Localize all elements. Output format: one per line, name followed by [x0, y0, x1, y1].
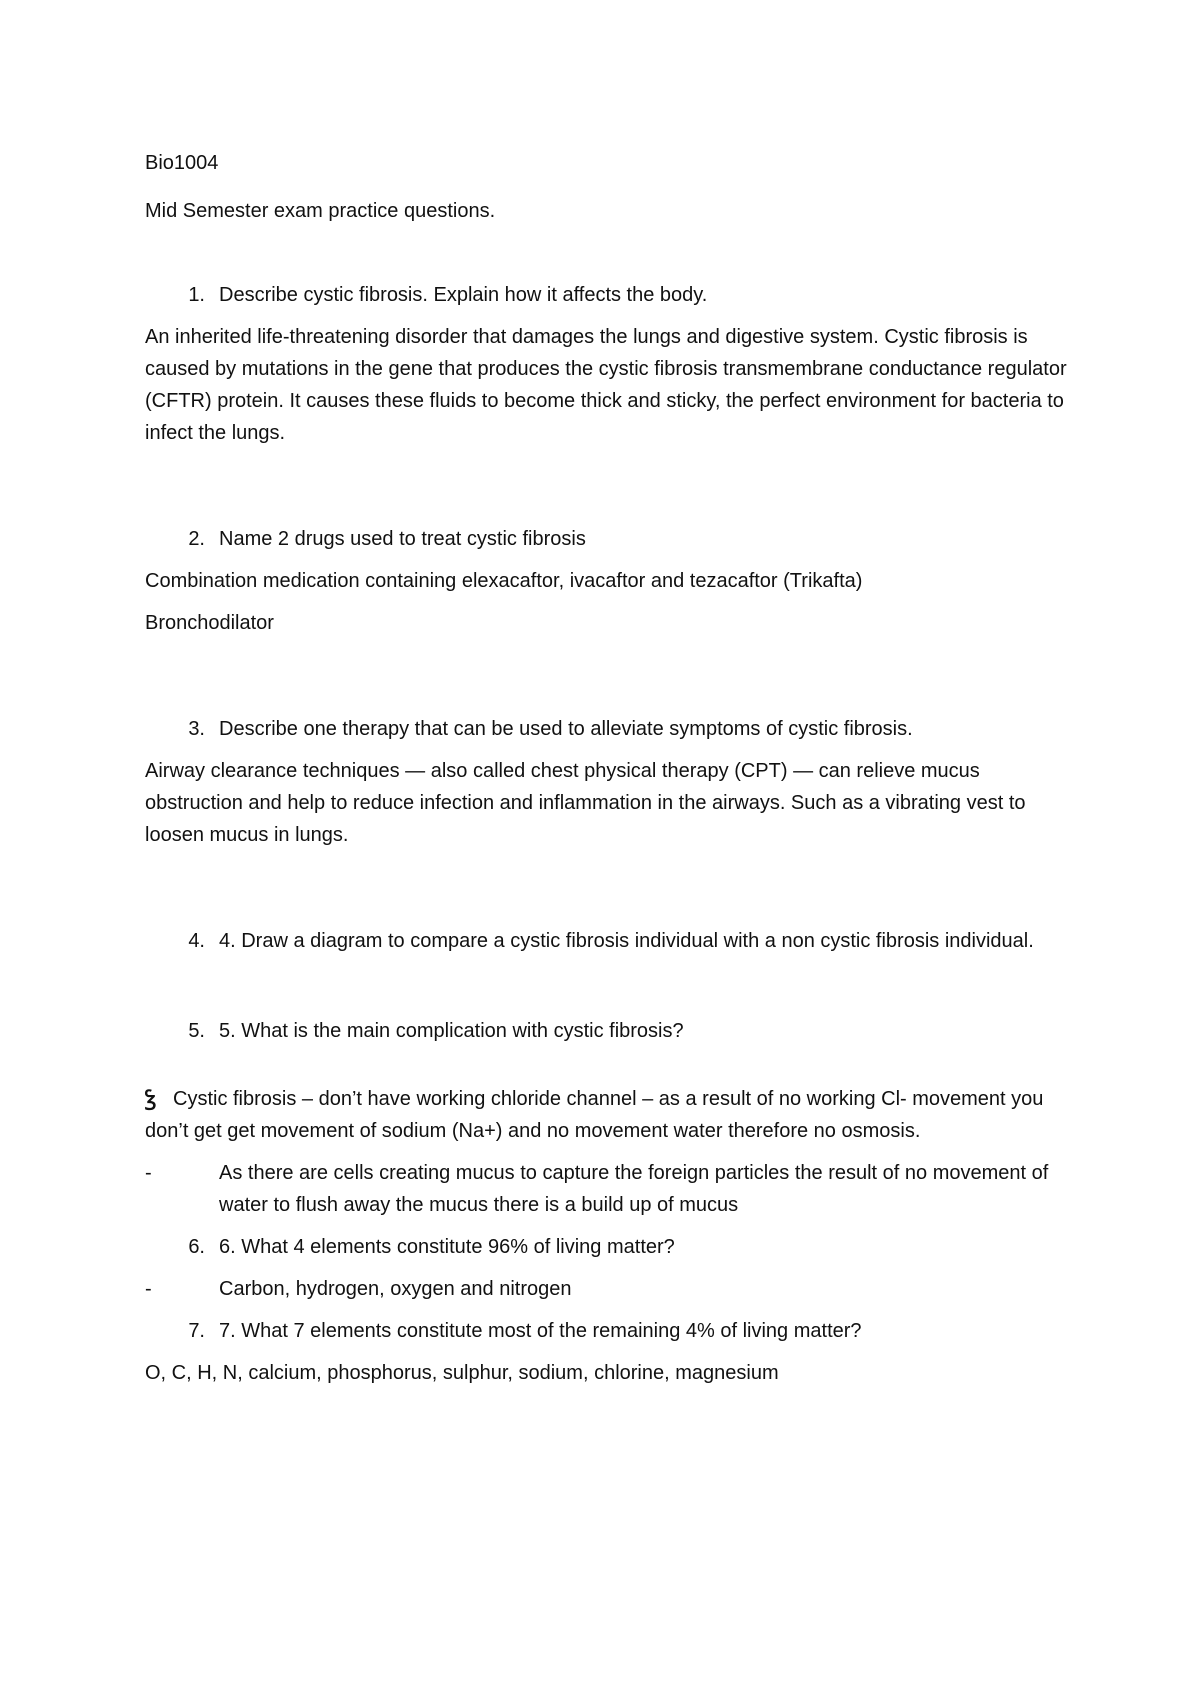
symbol-bullet-icon: Ꝣ	[145, 1088, 156, 1110]
question-number: 1.	[188, 284, 205, 306]
question-4	[145, 925, 1075, 957]
question-number: 2.	[188, 528, 205, 550]
answer-3: Airway clearance techniques — also called chest physical therapy (CPT) — can relieve mucus obstruction and help to reduce infection and inflammation in the airways. Such as a vibrating vest to loosen mucus in lungs.	[145, 760, 1026, 846]
answer-2-line-1: Combination medication containing elexacaftor, ivacaftor and tezacaftor (Trikafta)	[145, 570, 863, 592]
question-2	[145, 523, 1075, 555]
dash-text: Carbon, hydrogen, oxygen and nitrogen	[219, 1278, 572, 1300]
question-number: 4.	[188, 930, 205, 952]
answer-6-dash-item	[145, 1273, 1075, 1305]
question-text: 4. Draw a diagram to compare a cystic fibrosis individual with a non cystic fibrosis individual.	[219, 930, 1034, 952]
question-text: Describe one therapy that can be used to alleviate symptoms of cystic fibrosis.	[219, 718, 913, 740]
dash-marker: -	[145, 1162, 152, 1184]
question-text: 7. What 7 elements constitute most of the remaining 4% of living matter?	[219, 1320, 862, 1342]
answer-7: O, C, H, N, calcium, phosphorus, sulphur, sodium, chlorine, magnesium	[145, 1362, 779, 1384]
question-text: Name 2 drugs used to treat cystic fibrosis	[219, 528, 586, 550]
question-text: 6. What 4 elements constitute 96% of living matter?	[219, 1236, 675, 1258]
answer-5-note	[145, 1083, 1075, 1147]
answer-1: An inherited life-threatening disorder that damages the lungs and digestive system. Cystic fibrosis is caused by mutations in the gene that produces the cystic fibrosis transmembrane conductance regulator (CFTR) protein. It causes these fluids to become thick and sticky, the perfect environment for bacteria to infect the lungs.	[145, 326, 1067, 444]
question-3	[145, 713, 1075, 745]
dash-marker: -	[145, 1278, 152, 1300]
question-text: Describe cystic fibrosis. Explain how it affects the body.	[219, 284, 708, 306]
question-number: 7.	[188, 1320, 205, 1342]
course-code: Bio1004	[145, 152, 219, 174]
answer-2-line-2: Bronchodilator	[145, 612, 274, 634]
answer-5-note-text: Cystic fibrosis – don’t have working chloride channel – as a result of no working Cl- movement you don’t get get movement of sodium (Na+) and no movement water therefore no osmosis.	[145, 1088, 1044, 1142]
document-subtitle: Mid Semester exam practice questions.	[145, 200, 496, 222]
answer-5-dash-item	[145, 1157, 1075, 1221]
question-text: 5. What is the main complication with cystic fibrosis?	[219, 1020, 684, 1042]
question-1	[145, 279, 1075, 311]
document-page	[145, 147, 1075, 1389]
question-6	[145, 1231, 1075, 1263]
question-number: 5.	[188, 1020, 205, 1042]
question-number: 3.	[188, 718, 205, 740]
question-number: 6.	[188, 1236, 205, 1258]
question-7	[145, 1315, 1075, 1347]
question-5	[145, 1015, 1075, 1047]
dash-text: As there are cells creating mucus to capture the foreign particles the result of no movement of water to flush away the mucus there is a build up of mucus	[219, 1162, 1049, 1216]
